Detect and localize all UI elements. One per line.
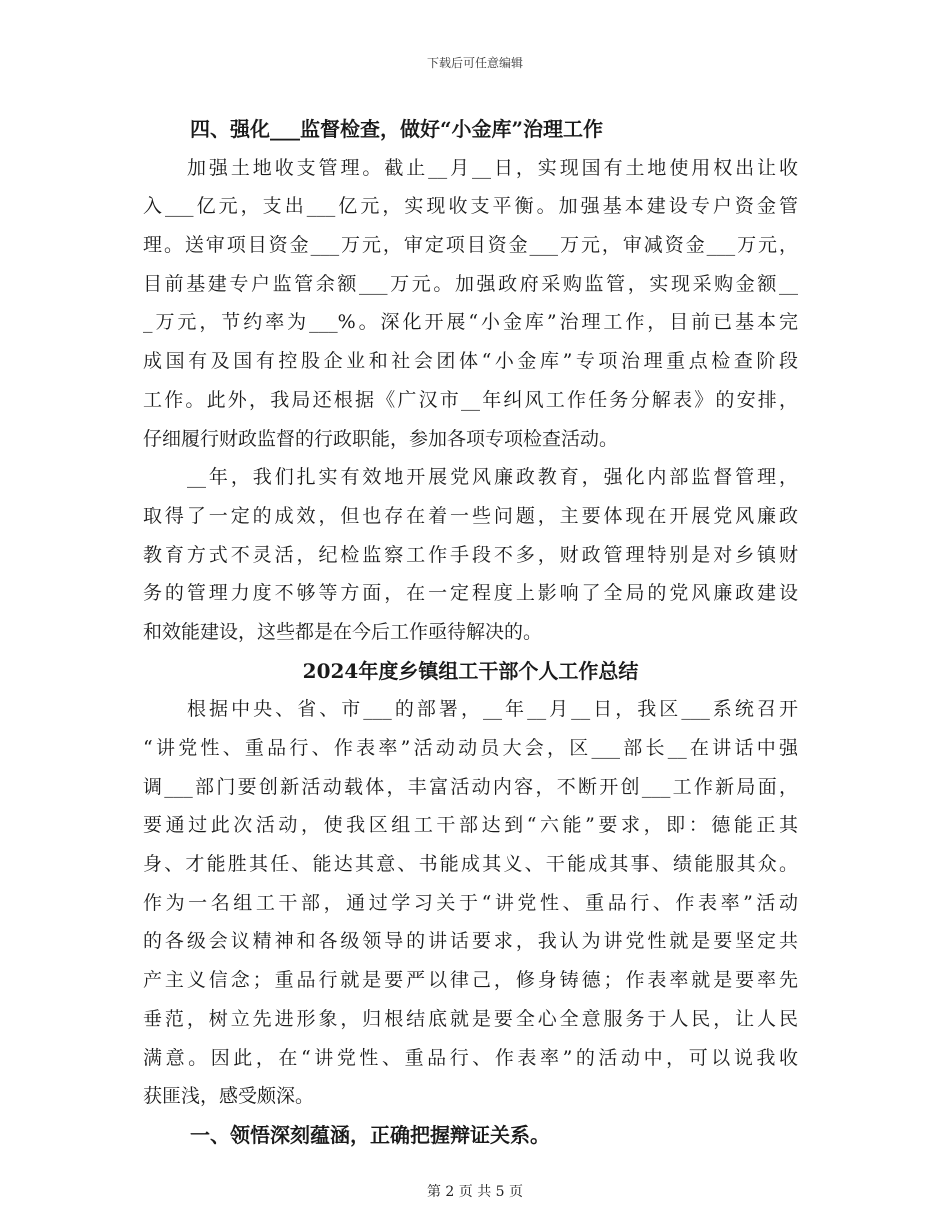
paragraph-line: 务的管理力度不够等方面，在一定程度上影响了全局的党风廉政建设 bbox=[143, 582, 798, 605]
paragraph-line: 的各级会议精神和各级领导的讲话要求，我认为讲党性就是要坚定共 bbox=[143, 930, 798, 953]
paragraph-line: 根据中央、省、市___的部署，__年__月__日，我区___系统召开 bbox=[187, 698, 798, 721]
document-title: 2024年度乡镇组工干部个人工作总结 bbox=[302, 658, 639, 683]
paragraph-line: 入___亿元，支出___亿元，实现收支平衡。加强基本建设专户资金管 bbox=[143, 195, 798, 218]
paragraph-line: 满意。因此，在“讲党性、重品行、作表率”的活动中，可以说我收 bbox=[143, 1046, 798, 1069]
paragraph-line: 成国有及国有控股企业和社会团体“小金库”专项治理重点检查阶段 bbox=[143, 350, 798, 373]
paragraph-line: 仔细履行财政监督的行政职能，参加各项专项检查活动。 bbox=[143, 427, 619, 450]
paragraph-line: 加强土地收支管理。截止__月__日，实现国有土地使用权出让收 bbox=[187, 156, 798, 179]
paragraph-line: 教育方式不灵活，纪检监察工作手段不多，财政管理特别是对乡镇财 bbox=[143, 543, 798, 566]
paragraph-line: 产主义信念；重品行就是要严以律己，修身铸德；作表率就是要率先 bbox=[143, 969, 798, 992]
page-footer: 第 2 页 共 5 页 bbox=[426, 1184, 524, 1200]
paragraph-line: 要通过此次活动，使我区组工干部达到“六能”要求，即：德能正其 bbox=[143, 814, 798, 837]
paragraph-line: 获匪浅，感受颇深。 bbox=[143, 1085, 315, 1108]
paragraph-line: 和效能建设，这些都是在今后工作亟待解决的。 bbox=[143, 620, 543, 643]
section-heading: 四、强化___监督检查，做好“小金库”治理工作 bbox=[190, 117, 604, 141]
paragraph-line: 取得了一定的成效，但也存在着一些问题，主要体现在开展党风廉政 bbox=[143, 504, 798, 527]
paragraph-line: 垂范，树立先进形象，归根结底就是要全心全意服务于人民，让人民 bbox=[143, 1007, 798, 1030]
paragraph-line: 工作。此外，我局还根据《广汉市__年纠风工作任务分解表》的安排， bbox=[143, 388, 798, 411]
paragraph-line: 身、才能胜其任、能达其意、书能成其义、干能成其事、绩能服其众。 bbox=[143, 853, 798, 876]
paragraph-line: 理。送审项目资金___万元，审定项目资金___万元，审减资金___万元， bbox=[143, 234, 798, 257]
paragraph-line: 作为一名组工干部，通过学习关于“讲党性、重品行、作表率”活动 bbox=[143, 891, 798, 914]
paragraph-line: 目前基建专户监管余额___万元。加强政府采购监管，实现采购金额__ bbox=[143, 272, 798, 295]
document-body bbox=[143, 110, 798, 1155]
paragraph-line: “讲党性、重品行、作表率”活动动员大会，区___部长__在讲话中强 bbox=[143, 737, 798, 759]
paragraph-line: __年，我们扎实有效地开展党风廉政教育，强化内部监督管理， bbox=[187, 466, 798, 489]
paragraph-line: 调___部门要创新活动载体，丰富活动内容，不断开创___工作新局面， bbox=[143, 775, 798, 798]
section-heading: 一、领悟深刻蕴涵，正确把握辩证关系。 bbox=[190, 1122, 550, 1147]
paragraph-line: _万元，节约率为___%。深化开展“小金库”治理工作，目前已基本完 bbox=[143, 311, 798, 334]
page-header: 下载后可任意编辑 bbox=[426, 56, 523, 70]
